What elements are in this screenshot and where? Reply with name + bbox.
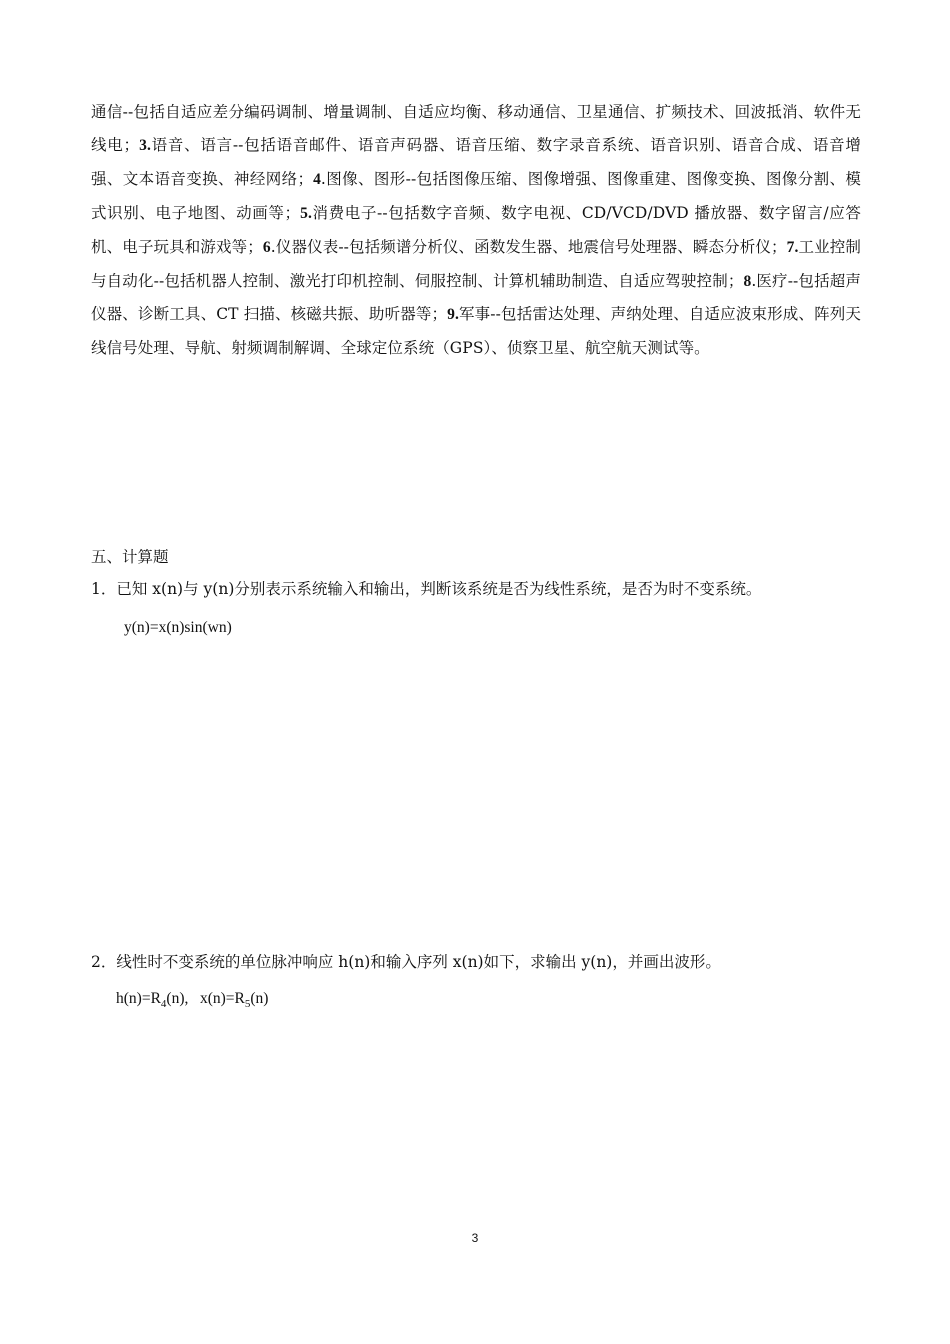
paragraph-segment: .医疗--包括超声仪器、诊断工具、CT 扫描、核磁共振、助听器等；: [91, 271, 861, 324]
formula-x-left: x(n)=R: [199, 990, 245, 1007]
formula-x-right: (n): [250, 990, 269, 1007]
paragraph-segment: 军事--包括雷达处理、声纳处理、自适应波束形成、阵列天线信号处理、导航、射频调制解调、全球定位系统（GPS）、侦察卫星、航空航天测试等。: [91, 305, 861, 358]
paragraph-segment: .图像、图形--包括图像压缩、图像增强、图像重建、图像变换、图像分割、模式识别、电子地图、动画等；: [91, 169, 861, 222]
list-number: 6: [262, 238, 271, 256]
paragraph-segment: 通信--包括自适应差分编码调制、增量调制、自适应均衡、移动通信、卫星通信、扩频技术、回波抵消、软件无线电；: [91, 103, 861, 154]
question-2-text: 2．线性时不变系统的单位脉冲响应 h(n)和输入序列 x(n)如下，求输出 y(n)，并画出波形。: [91, 953, 721, 971]
formula-h-right: (n),: [166, 990, 189, 1007]
paragraph-segment: 消费电子--包括数字音频、数字电视、CD/VCD/DVD 播放器、数字留言/应答机、电子玩具和游戏等；: [91, 203, 861, 256]
list-number: 9.: [447, 306, 459, 324]
formula-h-subscript: 4: [160, 998, 167, 1010]
list-number: 4: [313, 170, 321, 188]
question-1-text: 1．已知 x(n)与 y(n)分别表示系统输入和输出，判断该系统是否为线性系统，是否为时不变系统。: [91, 580, 762, 598]
paragraph-segment: 工业控制与自动化--包括机器人控制、激光打印机控制、伺服控制、计算机辅助制造、自适应驾驶控制；: [91, 237, 862, 290]
list-number: 5.: [300, 204, 312, 222]
list-number: 8: [743, 272, 752, 290]
list-number: 3.: [139, 136, 151, 154]
formula-h-left: h(n)=R: [116, 990, 161, 1007]
list-number: 7.: [786, 238, 799, 256]
paragraph-segment: 语音、语言--包括语音邮件、语音声码器、语音压缩、数字录音系统、语音识别、语音合成、语音增强、文本语音变换、神经网络；: [91, 135, 861, 188]
paragraph-segment: .仪器仪表--包括频谱分析仪、函数发生器、地震信号处理器、瞬态分析仪；: [270, 237, 787, 256]
question-2-formula: [116, 987, 268, 1011]
continuation-paragraph: [91, 96, 861, 365]
section-heading-calculation: 五、计算题: [91, 548, 169, 566]
question-1-formula: y(n)=x(n)sin(wn): [124, 619, 232, 636]
page-number: 3: [471, 1231, 479, 1245]
formula-x-subscript: 5: [244, 998, 251, 1010]
